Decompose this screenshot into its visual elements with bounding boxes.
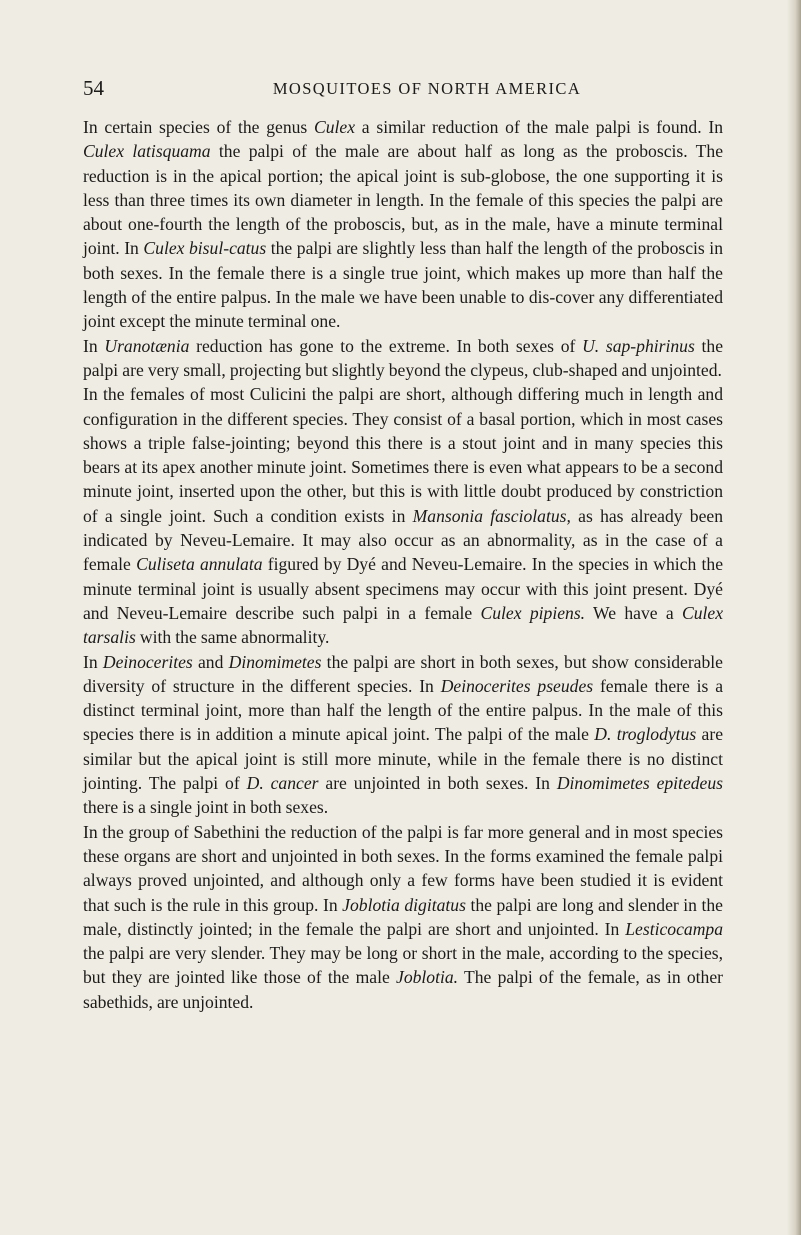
paragraph-2	[83, 334, 723, 383]
italic-term: Culex tarsalis	[83, 602, 724, 648]
italic-term: Culex bisul-catus	[143, 238, 267, 259]
italic-term: Deinocerites	[102, 651, 193, 672]
text-run: In the group of Sabethini the reduction of the palpi is far more general and in most species these organs are short and unjointed in both sexes. In the forms examined the female palpi always proved unjointed, and although only a few forms have been studied it is evident that such is the rule in this group. In	[83, 821, 723, 915]
text-run: and	[192, 651, 229, 672]
text-run: In certain species of the genus	[83, 117, 315, 137]
page-number: 54	[83, 76, 104, 100]
body-text	[83, 115, 723, 1014]
italic-term: Culex	[314, 117, 356, 137]
italic-term: Dinomimetes	[228, 651, 322, 672]
paragraph-5	[83, 820, 723, 1014]
text-run: In	[83, 335, 105, 356]
text-run: The palpi of the female, as in other sabethids, are unjointed.	[83, 967, 723, 1012]
text-run: female there is a distinct terminal joint, more than half the length of the entire palpus. In the male of this species there is in addition a minute apical joint. The palpi of the male	[83, 675, 723, 745]
italic-term: U. sap-phirinus	[582, 335, 695, 356]
running-title: MOSQUITOES OF NORTH AMERICA	[272, 79, 582, 98]
italic-term: Culiseta annulata	[136, 554, 263, 575]
text-run: We have a	[585, 602, 682, 623]
paragraph-3	[83, 382, 723, 649]
paragraph-1	[83, 115, 723, 334]
text-run: the palpi are very small, projecting but slightly beyond the clypeus, club-shaped and unjointed.	[83, 335, 724, 380]
text-run: the palpi are short in both sexes, but show considerable diversity of structure in the different species. In	[83, 651, 723, 696]
text-run: reduction has gone to the extreme. In both sexes of	[189, 335, 583, 356]
text-run: with the same abnormality.	[135, 627, 330, 648]
text-run: are similar but the apical joint is still more minute, while in the female there is no distinct jointing. The palpi of	[83, 724, 724, 794]
text-run: the palpi of the male are about half as long as the proboscis. The reduction is in the apical portion; the apical joint is sub-globose, the one supporting it is less than three times its own diameter in length. In the female of this species the palpi are about one-fourth the length of the proboscis, but, as in the male, have a minute terminal joint. In	[83, 141, 724, 259]
text-run: as has already been indicated by Neveu-Lemaire. It may also occur as an abnormality, as in the case of a female	[83, 505, 723, 575]
italic-term: Joblotia digitatus	[342, 894, 466, 915]
paragraph-4	[83, 650, 723, 820]
text-run: a similar reduction of the male palpi is found. In	[355, 117, 724, 137]
italic-term: Culex latisquama	[83, 141, 211, 162]
running-header	[83, 76, 723, 100]
text-run: In the females of most Culicini the palpi are short, although differing much in length and configuration in the different species. They consist of a basal portion, which in most cases shows a triple false-jointing; beyond this there is a stout joint and in many species this bears at its apex another minute joint. Sometimes there is even what appears to be a second minute joint, inserted upon the other, but this is with little doubt produced by constriction of a single joint. Such a condition exists in	[83, 384, 723, 526]
text-run: are unjointed in both sexes. In	[318, 773, 557, 794]
italic-term: D. troglodytus	[594, 724, 697, 745]
text-run: the palpi are very slender. They may be long or short in the male, according to the species, but they are jointed like those of the male	[83, 943, 723, 988]
italic-term: Mansonia fasciolatus,	[412, 505, 571, 526]
italic-term: Joblotia.	[396, 967, 459, 988]
italic-term: Uranotænia	[104, 335, 190, 356]
italic-term: Dinomimetes epitedeus	[556, 773, 724, 794]
italic-term: Deinocerites pseudes	[440, 675, 594, 696]
italic-term: Culex pipiens.	[480, 602, 586, 623]
page-edge-shadow	[787, 0, 801, 1235]
text-run: the palpi are long and slender in the male, distinctly jointed; in the female the palpi are short and unjointed. In	[83, 894, 723, 939]
text-run: the palpi are slightly less than half the length of the proboscis in both sexes. In the female there is a single true joint, which makes up more than half the length of the entire palpus. In the male we have been unable to dis-cover any differentiated joint except the minute terminal one.	[83, 238, 723, 332]
text-run: figured by Dyé and Neveu-Lemaire. In the species in which the minute terminal joint is usually absent specimens may occur with this joint present. Dyé and Neveu-Lemaire describe such palpi in a female	[83, 554, 723, 623]
text-run: In	[83, 651, 103, 672]
text-run: there is a single joint in both sexes.	[83, 797, 329, 818]
italic-term: Lesticocampa	[625, 918, 723, 939]
italic-term: D. cancer	[246, 773, 319, 794]
